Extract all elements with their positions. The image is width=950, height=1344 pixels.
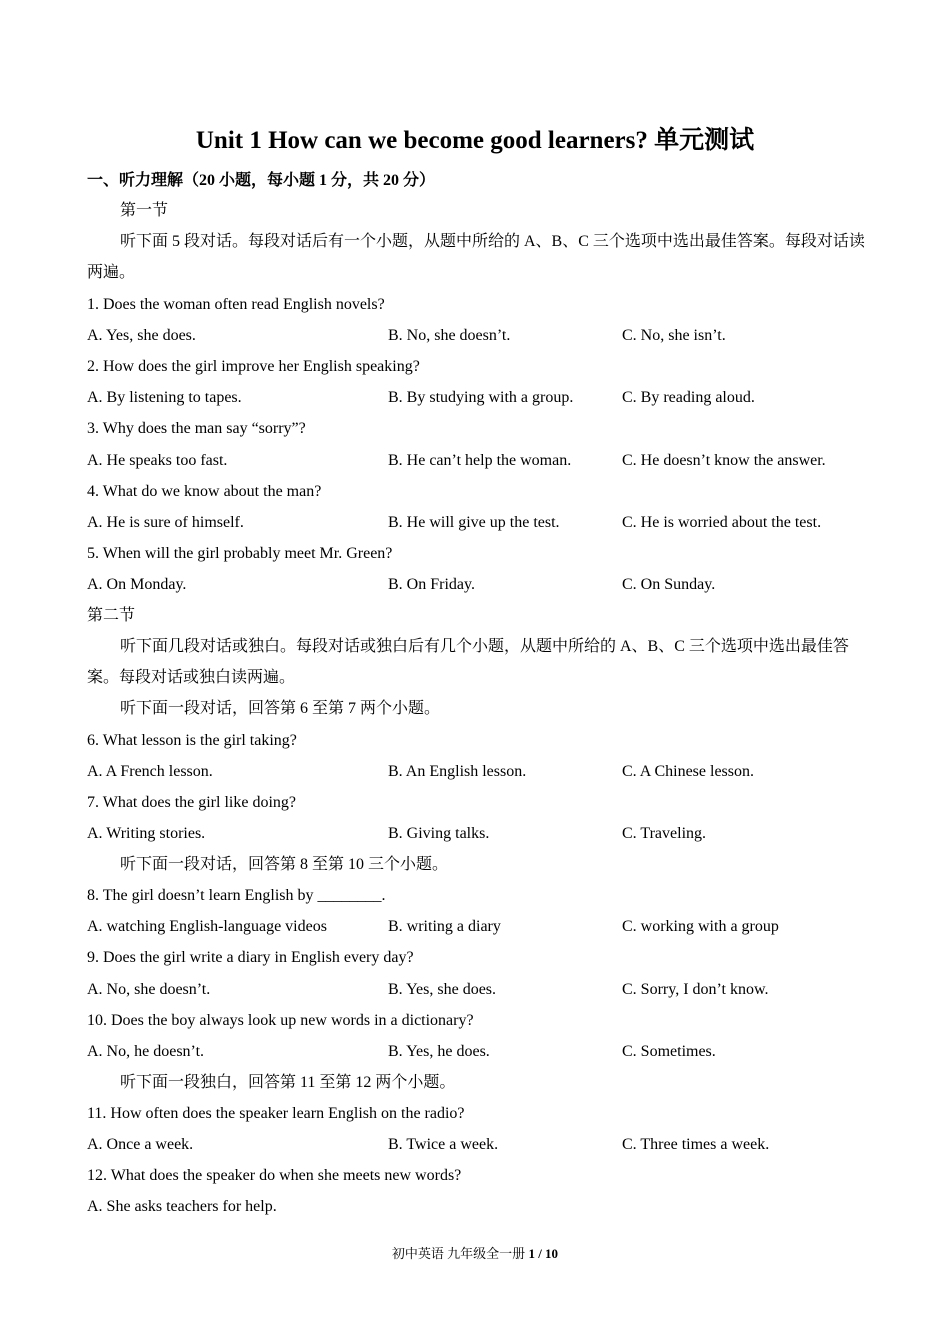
page-footer [0, 1245, 950, 1263]
question-2-option-b: B. By studying with a group. [388, 389, 574, 406]
page-number: 1 / 10 [528, 1246, 559, 1261]
question-2-option-a: A. By listening to tapes. [87, 389, 242, 406]
question-11-option-b: B. Twice a week. [388, 1136, 499, 1153]
question-11-option-a: A. Once a week. [87, 1136, 194, 1153]
question-12: 12. What does the speaker do when she meets new words? [87, 1167, 462, 1184]
question-4-option-b: B. He will give up the test. [388, 514, 560, 531]
question-10-option-a: A. No, he doesn’t. [87, 1043, 205, 1060]
question-7-option-a: A. Writing stories. [87, 825, 206, 842]
note-questions-8-10: 听下面一段对话，回答第 8 至第 10 三个小题。 [120, 856, 449, 873]
part1-label: 第一节 [120, 202, 169, 219]
question-12-option-a: A. She asks teachers for help. [87, 1198, 277, 1215]
question-2: 2. How does the girl improve her English speaking? [87, 358, 420, 375]
section-heading-listening: 一、听力理解（20 小题，每小题 1 分，共 20 分） [87, 172, 436, 189]
question-3-option-a: A. He speaks too fast. [87, 452, 228, 469]
question-6-option-c: C. A Chinese lesson. [622, 763, 755, 780]
note-questions-6-7: 听下面一段对话，回答第 6 至第 7 两个小题。 [120, 700, 441, 717]
question-6-option-b: B. An English lesson. [388, 763, 527, 780]
part2-label: 第二节 [87, 607, 136, 624]
question-4-option-a: A. He is sure of himself. [87, 514, 244, 531]
question-7: 7. What does the girl like doing? [87, 794, 296, 811]
question-10-option-c: C. Sometimes. [622, 1043, 716, 1060]
page-title: Unit 1 How can we become good learners? 单元测试 [195, 127, 755, 154]
question-7-option-b: B. Giving talks. [388, 825, 490, 842]
question-9-option-a: A. No, she doesn’t. [87, 981, 211, 998]
question-8-option-c: C. working with a group [622, 918, 779, 935]
question-2-option-c: C. By reading aloud. [622, 389, 755, 406]
question-3: 3. Why does the man say “sorry”? [87, 420, 306, 437]
question-1-option-c: C. No, she isn’t. [622, 327, 726, 344]
question-10-option-b: B. Yes, he does. [388, 1043, 490, 1060]
question-3-option-c: C. He doesn’t know the answer. [622, 452, 826, 469]
question-5-option-b: B. On Friday. [388, 576, 475, 593]
question-6: 6. What lesson is the girl taking? [87, 732, 297, 749]
question-10: 10. Does the boy always look up new words in a dictionary? [87, 1012, 474, 1029]
question-8-option-a: A. watching English-language videos [87, 918, 327, 935]
question-4: 4. What do we know about the man? [87, 483, 322, 500]
question-5-option-c: C. On Sunday. [622, 576, 716, 593]
footer-text: 初中英语 九年级全一册 [391, 1246, 526, 1261]
question-3-option-b: B. He can’t help the woman. [388, 452, 572, 469]
part2-instructions: 听下面几段对话或独白。每段对话或独白后有几个小题，从题中所给的 A、B、C 三个选项中选出最佳答案。每段对话或独白读两遍。 [87, 638, 849, 686]
question-5-option-a: A. On Monday. [87, 576, 187, 593]
question-11-option-c: C. Three times a week. [622, 1136, 770, 1153]
question-9-option-b: B. Yes, she does. [388, 981, 497, 998]
question-6-option-a: A. A French lesson. [87, 763, 213, 780]
question-9: 9. Does the girl write a diary in English every day? [87, 949, 414, 966]
question-4-option-c: C. He is worried about the test. [622, 514, 822, 531]
note-questions-11-12: 听下面一段独白，回答第 11 至第 12 两个小题。 [120, 1074, 456, 1091]
question-8: 8. The girl doesn’t learn English by ________. [87, 887, 386, 904]
question-9-option-c: C. Sorry, I don’t know. [622, 981, 769, 998]
question-1-option-b: B. No, she doesn’t. [388, 327, 511, 344]
question-1: 1. Does the woman often read English novels? [87, 296, 385, 313]
part1-instructions: 听下面 5 段对话。每段对话后有一个小题，从题中所给的 A、B、C 三个选项中选出最佳答案。每段对话读两遍。 [87, 233, 865, 281]
question-7-option-c: C. Traveling. [622, 825, 707, 842]
question-11: 11. How often does the speaker learn English on the radio? [87, 1105, 465, 1122]
question-1-option-a: A. Yes, she does. [87, 327, 196, 344]
question-5: 5. When will the girl probably meet Mr. Green? [87, 545, 393, 562]
question-8-option-b: B. writing a diary [388, 918, 501, 935]
